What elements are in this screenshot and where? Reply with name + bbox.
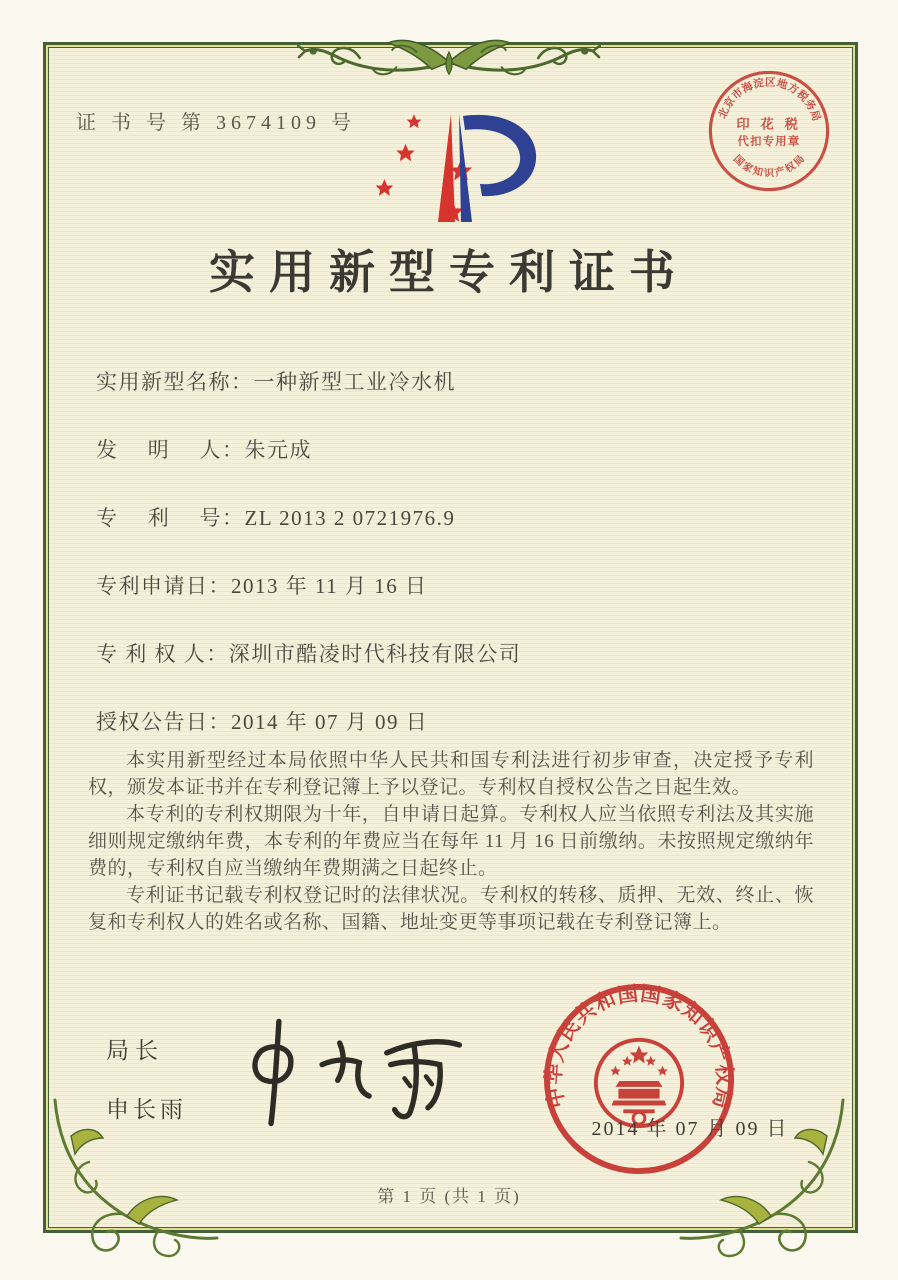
field-patentee [96,638,736,706]
field-label: 专 利 权 人： [96,642,229,666]
field-application-date [96,570,736,638]
tax-stamp-bottom-arc-text: 国家知识产权局 [730,152,809,180]
field-utility-model-name [96,366,736,434]
field-value: 深圳市酷凌时代科技有限公司 [228,642,522,666]
seal-date: 2014 年 07 月 09 日 [591,1118,789,1140]
legal-paragraph: 本实用新型经过本局依照中华人民共和国专利法进行初步审查，决定授予专利权，颁发本证书并在专利登记簿上予以登记。专利权自授权公告之日起生效。 [88,750,814,798]
cnipa-patent-logo-icon [352,100,552,230]
field-label: 实用新型名称： [96,370,254,394]
director-title-label: 局长 [106,1038,164,1063]
field-patent-number [96,502,736,570]
director-name: 申长雨 [106,1097,187,1122]
director-signature-icon [222,1010,477,1130]
field-value: 朱元成 [244,438,312,462]
tax-stamp-top-arc-text: 北京市海淀区地方税务局 [716,76,823,124]
field-label: 专 利 号： [96,506,245,530]
legal-paragraph: 本专利的专利权期限为十年，自申请日起算。专利权人应当依照专利法及其实施细则规定缴纳年费，本专利的年费应当在每年 11 月 16 日前缴纳。未按照规定缴纳年费的，专利权自应当缴纳年费期满之日起终止。 [88,804,814,879]
field-label: 发 明 人： [96,438,245,462]
certificate-fields [96,366,736,774]
dragon-scroll-ornament-icon [297,20,601,84]
field-label: 专利申请日： [96,574,231,598]
legal-text-block [88,747,814,936]
field-value: 2014 年 07 月 09 日 [231,710,429,734]
page-footer: 第 1 页 (共 1 页) [377,1187,521,1206]
field-value: 2013 年 11 月 16 日 [231,574,428,598]
field-value: ZL 2013 2 0721976.9 [244,506,456,530]
field-label: 授权公告日： [96,710,231,734]
tax-stamp-line1: 印 花 税 [736,116,802,132]
tax-stamp-line2: 代扣专用章 [737,135,801,148]
corner-flourish-icon [38,1092,223,1267]
field-value: 一种新型工业冷水机 [253,370,456,394]
certificate-number: 证 书 号 第 3674109 号 [76,112,356,134]
field-inventor [96,434,736,502]
stamp-tax-seal [706,68,832,194]
legal-paragraph: 专利证书记载专利权登记时的法律状况。专利权的转移、质押、无效、终止、恢复和专利权人的姓名或名称、国籍、地址变更等事项记载在专利登记簿上。 [88,885,814,933]
certificate-title: 实用新型专利证书 [209,247,689,298]
seal-ring-text: 中华人民共和国国家知识产权局 [543,983,735,1112]
svg-text:国家知识产权局 [731,151,808,180]
